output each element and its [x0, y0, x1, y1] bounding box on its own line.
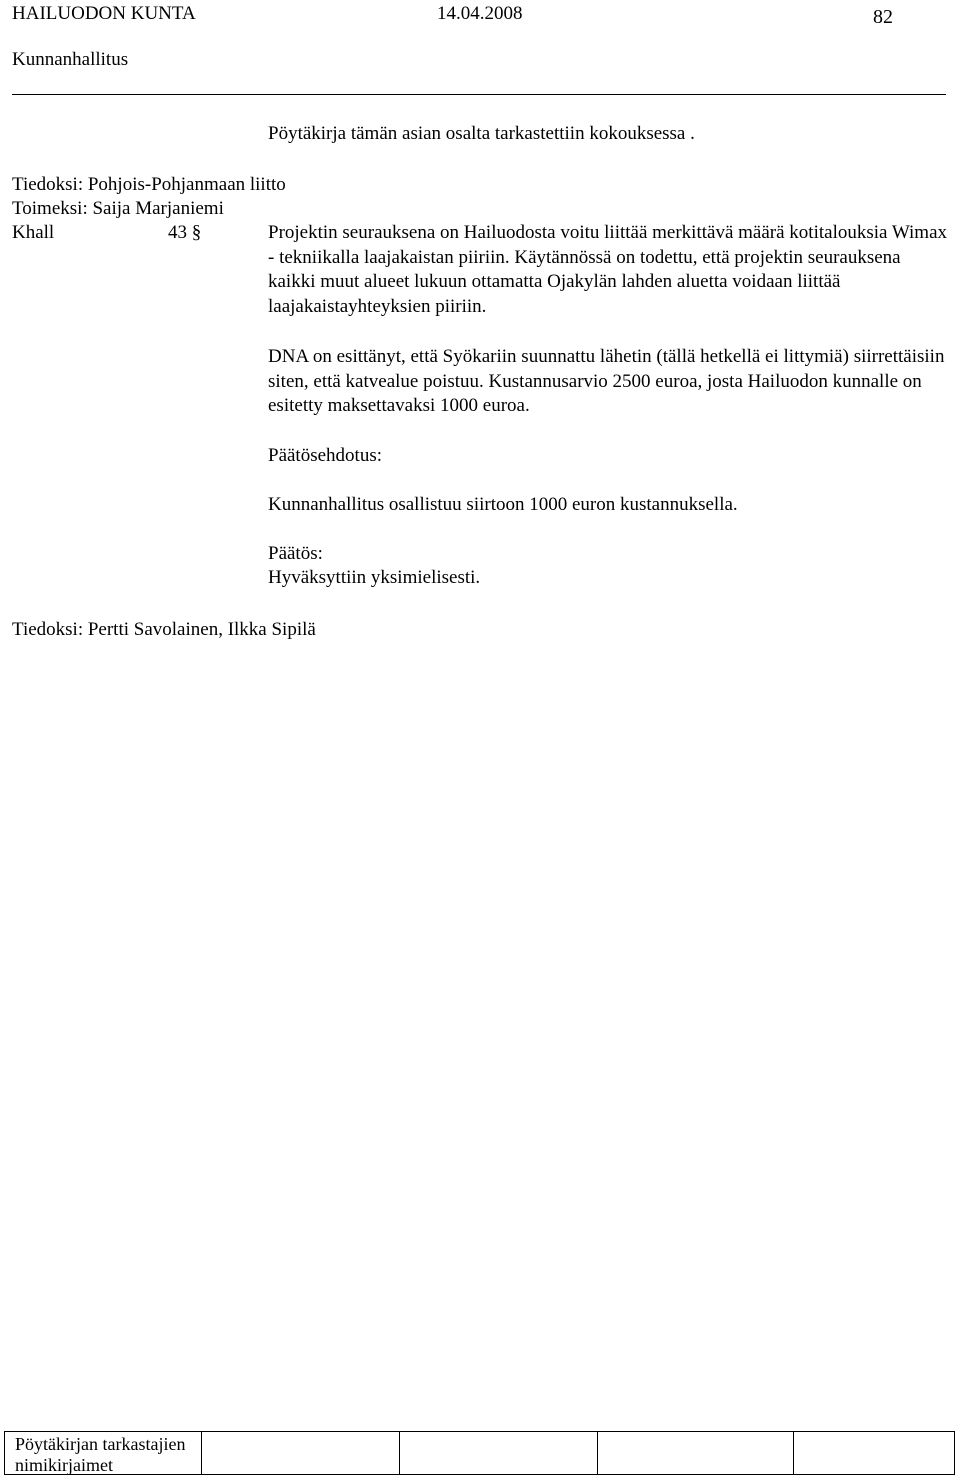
- organization-name: HAILUODON KUNTA: [12, 3, 196, 24]
- signature-label-cell: [5, 1432, 202, 1474]
- header-rule: [12, 94, 946, 95]
- item-paragraph-1: Projektin seurauksena on Hailuodosta voitu liittää merkittävä määrä kotitalouksia Wimax - tekniikalla laajakaistan piiriin. Käytännössä on todettu, että projektin seurauksena kaikki muut alueet lukuun ottamatta Ojakylän lahden aluetta voidaan liittää laajakaistayhteyksien piiriin.: [268, 222, 948, 317]
- page-number: 82: [873, 6, 893, 28]
- item-number: 43 §: [168, 222, 202, 243]
- decision-label: Päätös:: [268, 543, 323, 564]
- item-paragraph-2: DNA on esittänyt, että Syökariin suunnattu lähetin (tällä hetkellä ei littymiä) siirrettäisiin siten, että katvealue poistuu. Kustannusarvio 2500 euroa, josta Hailuodon kunnalle on esitetty maksettavaksi 1000 euroa.: [268, 346, 945, 416]
- signature-label: [15, 1434, 185, 1476]
- decision-text: Hyväksyttiin yksimielisesti.: [268, 567, 481, 588]
- signature-label-line-2: nimikirjaimet: [15, 1455, 113, 1475]
- distribution-toimeksi: Toimeksi: Saija Marjaniemi: [12, 198, 224, 219]
- signature-box: [4, 1431, 955, 1475]
- body-name: Kunnanhallitus: [12, 49, 129, 70]
- signature-cell-1: [201, 1432, 400, 1474]
- previous-note: Pöytäkirja tämän asian osalta tarkastettiin kokouksessa .: [268, 123, 695, 144]
- meeting-date: 14.04.2008: [437, 3, 523, 24]
- item-body: Khall: [12, 222, 55, 243]
- item-tiedoksi: Tiedoksi: Pertti Savolainen, Ilkka Sipilä: [12, 619, 316, 640]
- distribution-tiedoksi: Tiedoksi: Pohjois-Pohjanmaan liitto: [12, 174, 286, 195]
- proposal-label: Päätösehdotus:: [268, 445, 382, 466]
- signature-cell-2: [399, 1432, 598, 1474]
- signature-label-line-1: Pöytäkirjan tarkastajien: [15, 1434, 186, 1454]
- signature-cell-3: [597, 1432, 794, 1474]
- proposal-text: Kunnanhallitus osallistuu siirtoon 1000 euron kustannuksella.: [268, 494, 738, 515]
